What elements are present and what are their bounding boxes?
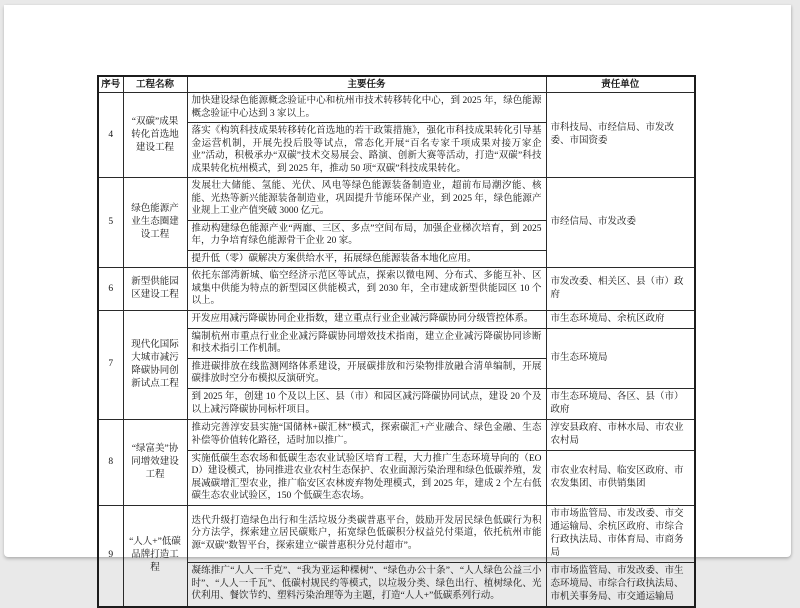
table-row xyxy=(98,328,695,358)
table-row xyxy=(98,388,695,419)
header-cell-main-tasks: 主要任务 xyxy=(187,76,546,93)
row-number-cell: 7 xyxy=(98,310,123,419)
task-cell: 推进碳排放在线监测网络体系建设，开展碳排放和污染物排放融合清单编制，开展碳排放时空分布模拟反演研究。 xyxy=(187,358,546,388)
table-header-row xyxy=(98,76,695,93)
table-row xyxy=(98,93,695,123)
responsible-unit-cell: 市生态环境局、余杭区政府 xyxy=(546,310,695,328)
header-row xyxy=(98,76,695,93)
table-body xyxy=(98,93,695,607)
header-cell-project-name: 工程名称 xyxy=(123,76,187,93)
task-cell: 提升低（零）碳解决方案供给水平，拓展绿色能源装备本地化应用。 xyxy=(187,250,546,268)
project-name-cell: “双碳”成果转化首选地建设工程 xyxy=(123,93,187,178)
task-cell: 加快建设绿色能源概念验证中心和杭州市技术转移转化中心，到 2025 年，绿色能源概念验证中心达到 3 家以上。 xyxy=(187,93,546,123)
row-number-cell: 8 xyxy=(98,419,123,505)
table-row xyxy=(98,562,695,607)
responsible-unit-cell: 淳安县政府、市林水局、市农业农村局 xyxy=(546,419,695,450)
task-cell: 推动构建绿色能源产业“两廊、三区、多点”空间布局，加强企业梯次培育，到 2025 年，力争培育绿色能源骨干企业 20 家。 xyxy=(187,220,546,250)
table-row xyxy=(98,505,695,562)
task-cell: 实施低碳生态农场和低碳生态农业试验区培育工程，大力推广生态环境导向的（EOD）建设模式，协同推进农业农村生态保护、农业面源污染治理和绿色低碳养殖，发展减碳增汇型农业，推广临安区农林废弃物处理模式，到 2025 年，建成 2 个左右低碳生态农业试验区，150 个低碳生态农场。 xyxy=(187,450,546,505)
responsible-unit-cell: 市农业农村局、临安区政府、市农发集团、市供销集团 xyxy=(546,450,695,505)
responsible-unit-cell: 市经信局、市发改委 xyxy=(546,178,695,268)
task-cell: 发展壮大储能、氢能、光伏、风电等绿色能源装备制造业，超前布局潮汐能、核能、光热等新兴能源装备制造业，巩固提升节能环保产业，到 2025 年，绿色能源产业规上工业产值突破 3000 亿元。 xyxy=(187,178,546,221)
project-name-cell: 绿色能源产业生态圈建设工程 xyxy=(123,178,187,268)
responsible-unit-cell: 市市场监管局、市发改委、市生态环境局、市综合行政执法局、市机关事务局、市交通运输局 xyxy=(546,562,695,607)
table-row xyxy=(98,310,695,328)
responsible-unit-cell: 市生态环境局、各区、县（市）政府 xyxy=(546,388,695,419)
project-name-cell: “绿富美”协同增效建设工程 xyxy=(123,419,187,505)
row-number-cell: 5 xyxy=(98,178,123,268)
header-cell-responsible-unit: 责任单位 xyxy=(546,76,695,93)
project-name-cell: 新型供能园区建设工程 xyxy=(123,268,187,311)
task-cell: 推动完善淳安县实施“国储林+碳汇林”模式，探索碳汇+产业融合、绿色金融、生态补偿等价值转化路径，适时加以推广。 xyxy=(187,419,546,450)
responsible-unit-cell: 市发改委、相关区、县（市）政府 xyxy=(546,268,695,311)
task-cell: 迭代升级打造绿色出行和生活垃圾分类碳普惠平台，鼓励开发居民绿色低碳行为积分方法学，探索建立居民碳账户，拓宽绿色低碳积分权益兑付渠道，依托杭州市能源“双碳”数智平台，探索建立“碳普惠积分兑付超市”。 xyxy=(187,505,546,562)
header-cell-no: 序号 xyxy=(98,76,123,93)
task-cell: 开发应用减污降碳协同企业指数，建立重点行业企业减污降碳协同分级管控体系。 xyxy=(187,310,546,328)
task-cell: 落实《构筑科技成果转移转化首选地的若干政策措施》，强化市科技成果转化引导基金运营机制，开展先投后股等试点，常态化开展“百名专家千项成果对接万家企业”活动，积极承办“双碳”技术交易展会、路演、创新大赛等活动，打造“双碳”科技成果转化杭州模式，到 2025 年，推动 50 项“双碳”科技成果转化。 xyxy=(187,123,546,178)
responsible-unit-cell: 市生态环境局 xyxy=(546,328,695,388)
table-row xyxy=(98,268,695,311)
main-table xyxy=(97,75,696,608)
task-cell: 到 2025 年，创建 10 个及以上区、县（市）和园区减污降碳协同试点，建设 20 个及以上减污降碳协同标杆项目。 xyxy=(187,388,546,419)
table-row xyxy=(98,450,695,505)
project-name-cell: 现代化国际大城市减污降碳协同创新试点工程 xyxy=(123,310,187,419)
document-page xyxy=(4,5,791,602)
responsible-unit-cell: 市科技局、市经信局、市发改委、市国资委 xyxy=(546,93,695,178)
row-number-cell: 6 xyxy=(98,268,123,311)
table-row xyxy=(98,178,695,221)
table-row xyxy=(98,419,695,450)
task-cell: 凝练推广“人人一千克”、“我为亚运种棵树”、“绿色办公十条”、“人人绿色公益三小时”、“人人一千瓦”、低碳村规民约等模式，以垃圾分类、绿色出行、植树绿化、光伏利用、餐饮节约、塑料污染治理等为主题，打造“人人+”低碳系列行动。 xyxy=(187,562,546,607)
task-cell: 编制杭州市重点行业企业减污降碳协同增效技术指南，建立企业减污降碳协同诊断和技术指引工作机制。 xyxy=(187,328,546,358)
row-number-cell: 4 xyxy=(98,93,123,178)
project-name-cell: “人人+”低碳品牌打造工程 xyxy=(123,505,187,607)
responsible-unit-cell: 市市场监管局、市发改委、市交通运输局、余杭区政府、市综合行政执法局、市体育局、市商务局 xyxy=(546,505,695,562)
task-cell: 依托东部湾新城、临空经济示范区等试点，探索以微电网、分布式、多能互补、区域集中供能为特点的新型园区供能模式，到 2030 年，全市建成新型供能园区 10 个以上。 xyxy=(187,268,546,311)
row-number-cell: 9 xyxy=(98,505,123,607)
